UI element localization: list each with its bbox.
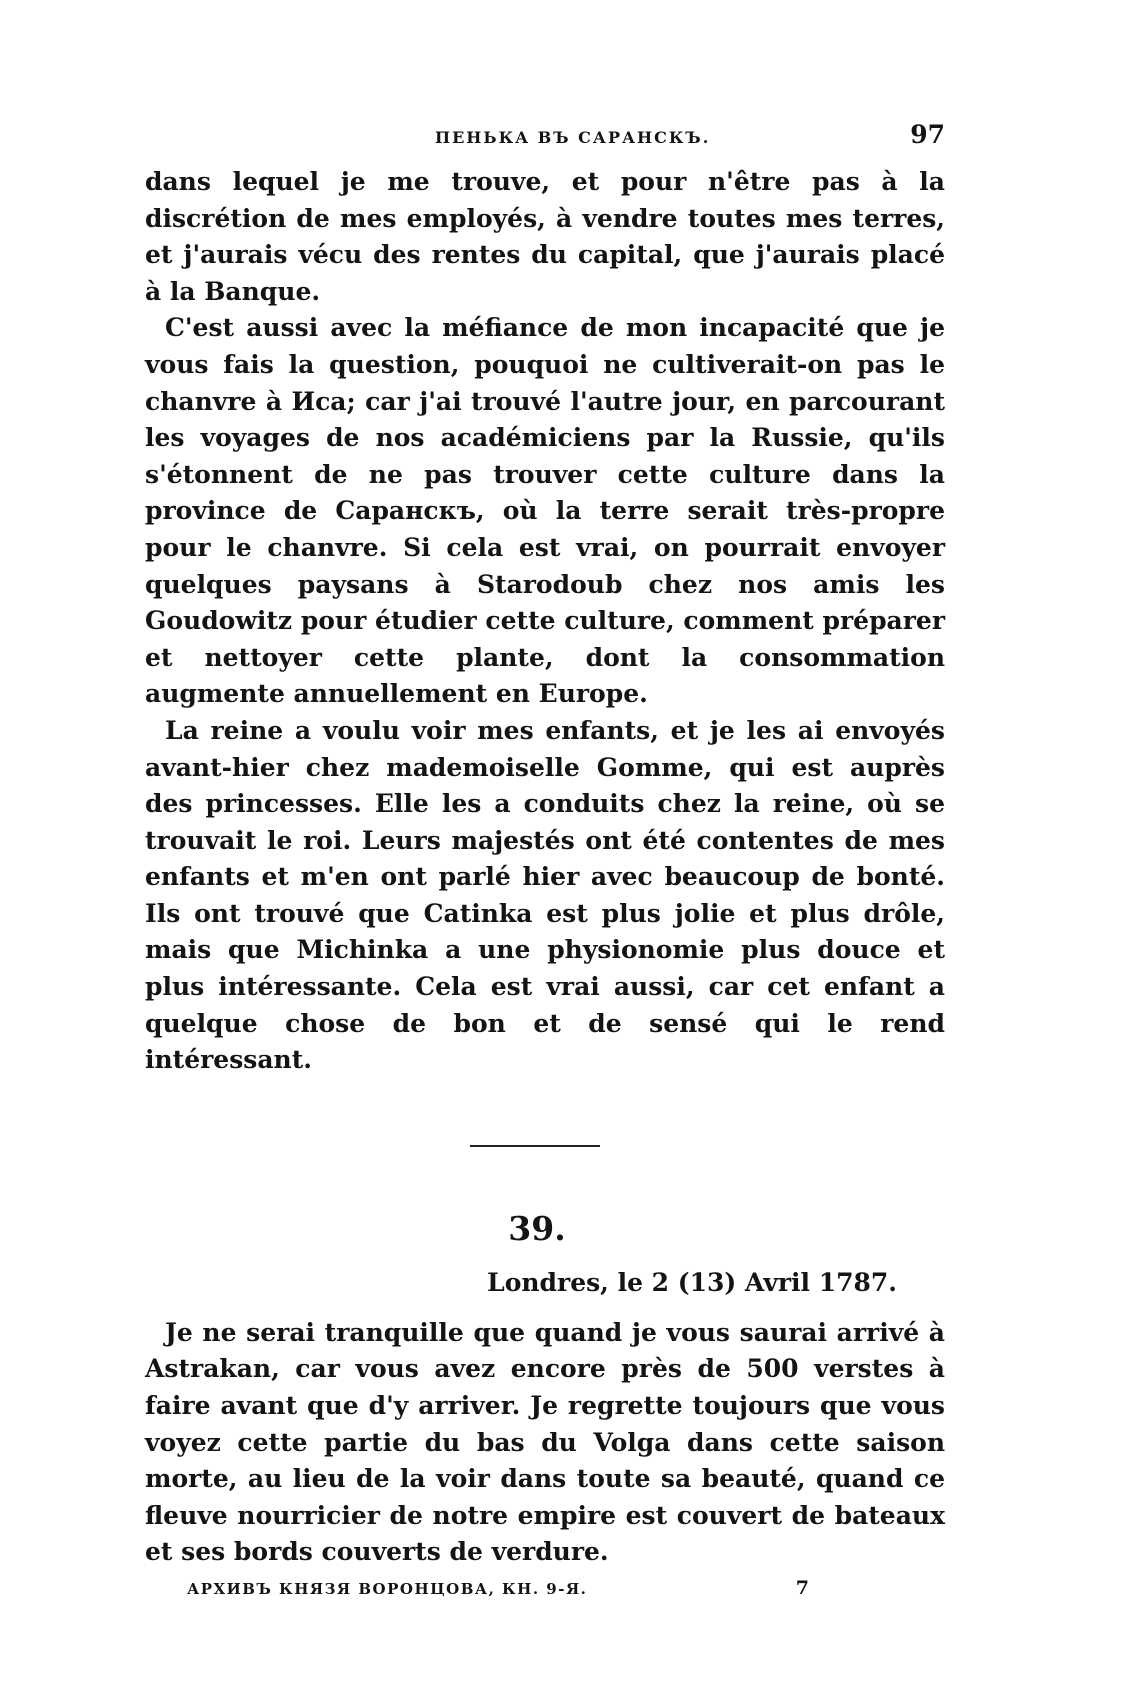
letter-number: 39. xyxy=(508,1208,566,1248)
body-paragraph-2: C'est aussi avec la méfiance de mon incapacité que je vous fais la question, pouquoi ne cultiverait-on pas le chanvre à Иса; car j'ai trouvé l'autre jour, en parcourant les voyages de nos académiciens par la Russie, qu'ils s'étonnent de ne pas trouver cette culture dans la province de Саранскъ, où la terre serait très-propre pour le chanvre. Si cela est vrai, on pourrait envoyer quelques paysans à Starodoub chez nos amis les Goudowitz pour étudier cette culture, comment préparer et nettoyer cette plante, dont la consommation augmente annuellement en Europe. xyxy=(145,313,945,709)
signature-mark: 7 xyxy=(795,1577,809,1599)
running-head xyxy=(145,120,945,164)
signature-line: АРХИВЪ КНЯЗЯ ВОРОНЦОВА, КН. 9-Я. xyxy=(187,1580,588,1598)
body-paragraph-1: dans lequel je me trouve, et pour n'être pas à la discrétion de mes employés, à vendre toutes mes terres, et j'aurais vécu des rentes du capital, que j'aurais placé à la Banque. xyxy=(145,167,945,306)
page-footer xyxy=(145,1577,945,1599)
body-paragraph-3: La reine a voulu voir mes enfants, et je les ai envoyés avant-hier chez mademoiselle Gomme, qui est auprès des princesses. Elle les a conduits chez la reine, où se trouvait le roi. Leurs majestés ont été contentes de mes enfants et m'en ont parlé hier avec beaucoup de bonté. Ils ont trouvé que Catinka est plus jolie et plus drôle, mais que Michinka a une physionomie plus douce et plus intéressante. Cela est vrai aussi, car cet enfant a quelque chose de bon et de sensé qui le rend intéressant. xyxy=(145,715,945,1075)
letter-paragraph-1: Je ne serai tranquille que quand je vous saurai arrivé à Astrakan, car vous avez encore près de 500 verstes à faire avant que d'y arriver. Je regrette toujours que vous voyez cette partie du bas du Volga dans cette saison morte, au lieu de la voir dans toute sa beauté, quand ce fleuve nourricier de notre empire est couvert de bateaux et ses bords couverts de verdure. xyxy=(145,1317,945,1567)
running-title: ПЕНЬКА ВЪ САРАНСКЪ. xyxy=(435,128,711,147)
page-number: 97 xyxy=(910,120,945,149)
letter-dateline: Londres, le 2 (13) Avril 1787. xyxy=(487,1267,897,1297)
book-page xyxy=(145,120,945,1599)
section-divider xyxy=(470,1145,600,1147)
